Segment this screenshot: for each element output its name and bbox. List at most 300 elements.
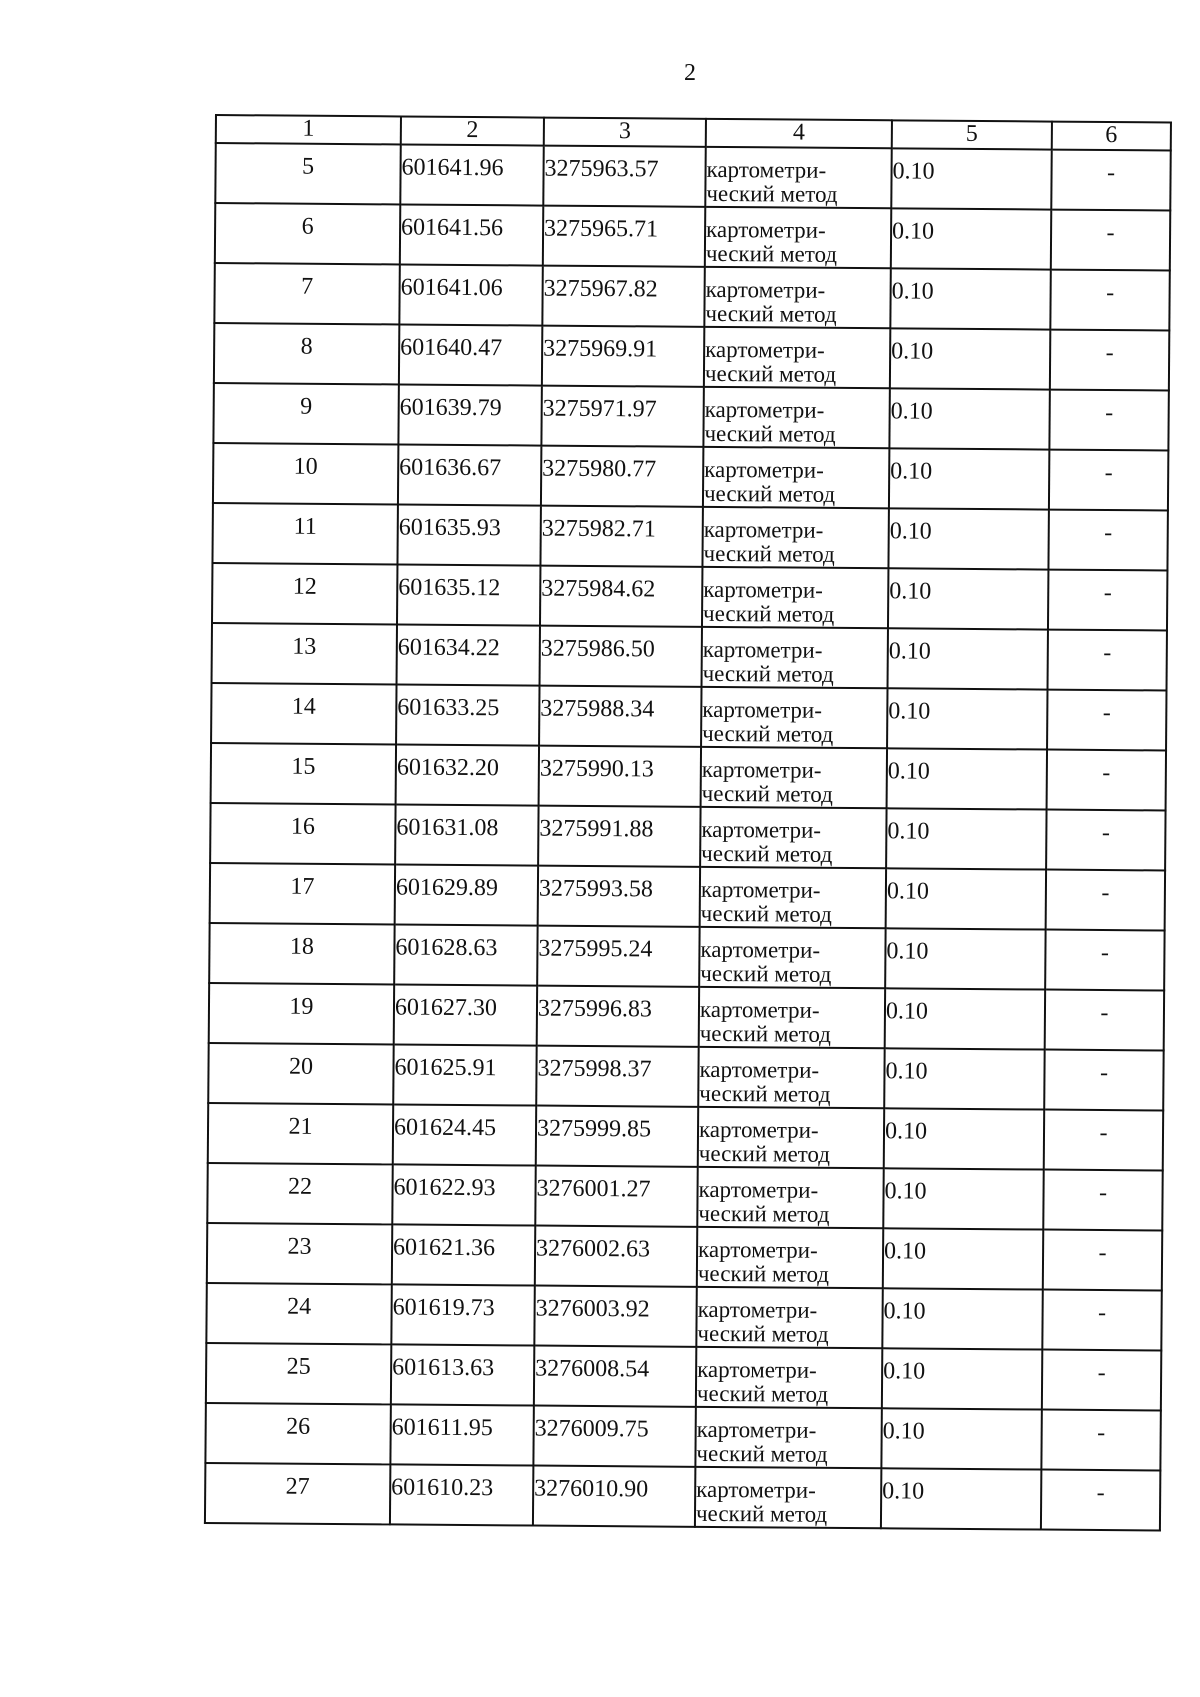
point-number-cell — [208, 1043, 393, 1104]
accuracy-cell-text: 0.10 — [889, 518, 932, 545]
note-cell — [1049, 450, 1168, 511]
note-cell — [1048, 510, 1167, 571]
x-coordinate-cell — [391, 1284, 534, 1345]
x-coordinate-cell — [398, 384, 541, 445]
y-coordinate-cell-text: 3275980.77 — [542, 455, 657, 483]
note-cell — [1043, 1170, 1162, 1231]
accuracy-cell-text: 0.10 — [887, 818, 930, 845]
y-coordinate-cell — [538, 866, 700, 927]
x-coordinate-cell-text: 601640.47 — [400, 334, 503, 362]
y-coordinate-cell-text: 3275967.82 — [543, 275, 658, 303]
point-number-cell-text: 17 — [290, 873, 315, 900]
x-coordinate-cell-text: 601636.67 — [399, 454, 502, 482]
y-coordinate-cell — [537, 986, 699, 1047]
note-cell-text: - — [1098, 1299, 1107, 1327]
accuracy-cell — [885, 988, 1045, 1049]
y-coordinate-cell — [540, 506, 702, 567]
y-coordinate-cell — [540, 566, 702, 627]
x-coordinate-cell-text: 601621.36 — [393, 1234, 496, 1262]
method-cell-text: картометри- ческий метод — [696, 1416, 828, 1467]
note-cell-text: - — [1097, 1359, 1106, 1387]
x-coordinate-cell — [394, 984, 537, 1045]
x-coordinate-cell-text: 601635.12 — [398, 574, 501, 602]
accuracy-cell — [886, 868, 1046, 929]
y-coordinate-cell-text: 3276009.75 — [534, 1415, 649, 1443]
y-coordinate-cell — [534, 1346, 696, 1407]
accuracy-cell-text: 0.10 — [886, 878, 930, 905]
method-cell — [700, 867, 886, 928]
note-cell-text: - — [1100, 939, 1110, 967]
accuracy-cell-text: 0.10 — [884, 1118, 928, 1145]
accuracy-cell-text: 0.10 — [883, 1298, 926, 1325]
table-row — [212, 563, 1167, 630]
note-cell-text: - — [1105, 400, 1114, 427]
method-cell — [700, 807, 886, 868]
method-cell-text: картометри- ческий метод — [698, 1116, 831, 1167]
note-cell — [1044, 1050, 1163, 1111]
point-number-cell — [210, 803, 395, 864]
note-cell-text: - — [1104, 459, 1113, 487]
x-coordinate-cell — [396, 744, 539, 805]
note-cell — [1043, 1230, 1162, 1291]
note-cell — [1051, 150, 1170, 211]
point-number-cell-text: 20 — [288, 1053, 314, 1080]
point-number-cell-text: 15 — [291, 753, 316, 780]
x-coordinate-cell-text: 601641.06 — [400, 274, 503, 302]
method-cell — [698, 1107, 884, 1168]
note-cell — [1044, 1110, 1163, 1171]
point-number-cell — [207, 1223, 392, 1284]
y-coordinate-cell — [539, 746, 701, 807]
table-row — [215, 203, 1170, 270]
x-coordinate-cell — [395, 804, 538, 865]
method-cell — [705, 207, 891, 268]
accuracy-cell — [888, 568, 1048, 629]
table-row — [211, 743, 1166, 810]
table-row — [214, 323, 1169, 390]
table-row — [213, 383, 1168, 450]
x-coordinate-cell-text: 601619.73 — [392, 1294, 495, 1322]
note-cell — [1042, 1290, 1161, 1351]
accuracy-cell-text: 0.10 — [891, 278, 934, 305]
note-cell — [1050, 270, 1169, 331]
y-coordinate-cell — [542, 266, 704, 327]
note-cell-text: - — [1098, 1179, 1108, 1207]
y-coordinate-cell-text: 3276008.54 — [535, 1355, 650, 1383]
x-coordinate-cell-text: 601641.56 — [401, 214, 504, 242]
column-header: 3 — [544, 118, 706, 147]
point-number-cell — [205, 1463, 390, 1524]
method-cell-text: картометри- ческий метод — [704, 336, 837, 387]
accuracy-cell-text: 0.10 — [883, 1358, 926, 1385]
x-coordinate-cell-text: 601631.08 — [396, 814, 499, 842]
y-coordinate-cell-text: 3275988.34 — [540, 695, 655, 723]
method-cell — [695, 1467, 881, 1528]
table-body — [205, 143, 1171, 1530]
accuracy-cell — [884, 1048, 1044, 1109]
point-number-cell — [211, 683, 396, 744]
note-cell-text: - — [1101, 819, 1110, 847]
note-cell — [1041, 1410, 1160, 1471]
point-number-cell-text: 14 — [291, 693, 316, 720]
y-coordinate-cell — [534, 1286, 696, 1347]
point-number-cell — [209, 983, 394, 1044]
note-cell-text: - — [1101, 879, 1110, 907]
method-cell — [703, 447, 889, 508]
method-cell-text: картометри- ческий метод — [698, 1176, 830, 1227]
note-cell — [1046, 810, 1165, 871]
accuracy-cell-text: 0.10 — [887, 758, 930, 785]
x-coordinate-cell-text: 601613.63 — [392, 1354, 495, 1382]
point-number-cell — [206, 1343, 391, 1404]
point-number-cell-text: 6 — [301, 213, 314, 240]
y-coordinate-cell — [537, 926, 699, 987]
method-cell — [696, 1347, 882, 1408]
page-number: 2 — [684, 60, 696, 86]
x-coordinate-cell-text: 601639.79 — [399, 394, 502, 422]
accuracy-cell-text: 0.10 — [885, 1058, 928, 1085]
point-number-cell-text: 21 — [288, 1113, 313, 1140]
x-coordinate-cell-text: 601628.63 — [395, 934, 498, 962]
y-coordinate-cell — [542, 326, 704, 387]
note-cell-text: - — [1099, 1119, 1108, 1147]
x-coordinate-cell — [397, 564, 540, 625]
accuracy-cell — [881, 1408, 1041, 1469]
method-cell-text: картометри- ческий метод — [701, 816, 833, 867]
method-cell-text: картометри- ческий метод — [700, 936, 832, 987]
method-cell — [695, 1407, 881, 1468]
method-cell — [701, 687, 887, 748]
method-cell-text: картометри- ческий метод — [697, 1236, 830, 1287]
note-cell-text: - — [1104, 519, 1113, 547]
accuracy-cell-text: 0.10 — [888, 638, 931, 665]
y-coordinate-cell — [543, 206, 705, 267]
accuracy-cell — [887, 688, 1047, 749]
accuracy-cell-text: 0.10 — [885, 998, 929, 1025]
column-header: 4 — [706, 119, 892, 148]
x-coordinate-cell — [395, 864, 538, 925]
accuracy-cell — [889, 388, 1049, 449]
method-cell — [699, 987, 885, 1048]
method-cell — [702, 627, 888, 688]
y-coordinate-cell — [535, 1166, 697, 1227]
point-number-cell — [205, 1403, 390, 1464]
accuracy-cell-text: 0.10 — [882, 1418, 925, 1445]
point-number-cell — [212, 563, 397, 624]
point-number-cell-text: 26 — [286, 1413, 311, 1440]
note-cell-text: - — [1096, 1479, 1105, 1507]
x-coordinate-cell — [400, 204, 543, 265]
y-coordinate-cell-text: 3275971.97 — [542, 395, 657, 423]
point-number-cell — [213, 383, 398, 444]
point-number-cell-text: 18 — [289, 933, 315, 960]
point-number-cell-text: 7 — [301, 273, 314, 300]
method-cell — [703, 387, 889, 448]
accuracy-cell — [890, 268, 1050, 329]
note-cell — [1049, 390, 1168, 451]
point-number-cell — [211, 743, 396, 804]
y-coordinate-cell-text: 3276010.90 — [534, 1475, 649, 1503]
accuracy-cell — [891, 208, 1051, 269]
point-number-cell — [214, 323, 399, 384]
method-cell-text: картометри- ческий метод — [699, 996, 832, 1047]
method-cell-text: картометри- ческий метод — [705, 276, 837, 327]
y-coordinate-cell-text: 3275986.50 — [540, 635, 655, 663]
point-number-cell — [213, 443, 398, 504]
table-row — [205, 1403, 1160, 1470]
method-cell-text: картометри- ческий метод — [695, 1476, 828, 1527]
x-coordinate-cell — [399, 324, 542, 385]
x-coordinate-cell — [396, 684, 539, 745]
note-cell — [1045, 930, 1164, 991]
y-coordinate-cell — [543, 146, 705, 207]
note-cell-text: - — [1100, 999, 1109, 1027]
y-coordinate-cell-text: 3275993.58 — [538, 875, 654, 903]
y-coordinate-cell-text: 3275990.13 — [539, 755, 654, 783]
x-coordinate-cell-text: 601627.30 — [394, 994, 498, 1022]
point-number-cell — [215, 143, 400, 204]
table-row — [205, 1463, 1160, 1530]
point-number-cell — [215, 203, 400, 264]
x-coordinate-cell-text: 601632.20 — [396, 754, 499, 782]
note-cell-text: - — [1106, 280, 1115, 307]
method-cell-text: картометри- ческий метод — [703, 516, 835, 567]
note-cell — [1047, 750, 1166, 811]
table-row — [207, 1223, 1162, 1290]
accuracy-cell — [882, 1288, 1042, 1349]
table-row — [213, 443, 1168, 510]
x-coordinate-cell — [400, 144, 543, 205]
method-cell-text: картометри- ческий метод — [700, 876, 832, 927]
x-coordinate-cell-text: 601634.22 — [397, 634, 500, 662]
point-number-cell-text: 25 — [286, 1353, 311, 1380]
table-row — [210, 863, 1165, 930]
y-coordinate-cell-text: 3276003.92 — [535, 1295, 650, 1323]
point-number-cell-text: 19 — [289, 993, 314, 1020]
point-number-cell — [212, 623, 397, 684]
coordinates-table — [204, 114, 1172, 1531]
method-cell — [698, 1047, 884, 1108]
x-coordinate-cell — [394, 924, 537, 985]
table-row — [215, 143, 1170, 210]
table-row — [212, 503, 1167, 570]
x-coordinate-cell-text: 601624.45 — [393, 1114, 497, 1142]
accuracy-cell — [882, 1348, 1042, 1409]
accuracy-cell-text: 0.10 — [890, 458, 933, 485]
y-coordinate-cell-text: 3276002.63 — [535, 1235, 651, 1263]
note-cell — [1048, 570, 1167, 631]
accuracy-cell-text: 0.10 — [892, 158, 935, 185]
method-cell — [705, 147, 891, 208]
point-number-cell-text: 22 — [287, 1173, 313, 1200]
column-header: 5 — [892, 120, 1052, 149]
method-cell-text: картометри- ческий метод — [705, 216, 838, 267]
x-coordinate-cell-text: 601622.93 — [393, 1174, 496, 1202]
method-cell-text: картометри- ческий метод — [701, 756, 833, 807]
x-coordinate-cell-text: 601611.95 — [391, 1414, 493, 1442]
point-number-cell — [214, 263, 399, 324]
y-coordinate-cell — [536, 1106, 698, 1167]
note-cell — [1047, 690, 1166, 751]
point-number-cell-text: 11 — [293, 513, 317, 540]
column-header: 1 — [216, 115, 401, 144]
y-coordinate-cell — [533, 1406, 695, 1467]
note-cell-text: - — [1102, 699, 1111, 727]
method-cell — [697, 1227, 883, 1288]
y-coordinate-cell-text: 3275965.71 — [544, 215, 659, 243]
note-cell-text: - — [1105, 340, 1114, 367]
y-coordinate-cell — [539, 686, 701, 747]
note-cell — [1048, 630, 1167, 691]
x-coordinate-cell — [391, 1344, 534, 1405]
note-cell — [1051, 210, 1170, 271]
x-coordinate-cell-text: 601633.25 — [397, 694, 500, 722]
accuracy-cell-text: 0.10 — [889, 578, 932, 605]
method-cell — [704, 267, 890, 328]
accuracy-cell — [888, 508, 1048, 569]
accuracy-cell — [884, 1108, 1044, 1169]
accuracy-cell — [889, 448, 1049, 509]
point-number-cell-text: 5 — [301, 153, 315, 180]
point-number-cell — [207, 1163, 392, 1224]
table-row — [207, 1163, 1162, 1230]
accuracy-cell — [886, 808, 1046, 869]
method-cell — [702, 507, 888, 568]
method-cell-text: картометри- ческий метод — [702, 696, 834, 747]
method-cell-text: картометри- ческий метод — [702, 576, 835, 627]
accuracy-cell — [888, 628, 1048, 689]
accuracy-cell — [891, 148, 1051, 209]
column-header: 6 — [1052, 122, 1171, 151]
y-coordinate-cell-text: 3275998.37 — [537, 1055, 652, 1083]
y-coordinate-cell-text: 3276001.27 — [536, 1175, 651, 1203]
accuracy-cell-text: 0.10 — [888, 698, 931, 725]
x-coordinate-cell — [392, 1224, 535, 1285]
table-row — [210, 803, 1165, 870]
accuracy-cell-text: 0.10 — [891, 338, 934, 365]
method-cell — [702, 567, 888, 628]
y-coordinate-cell-text: 3275991.88 — [539, 815, 654, 843]
point-number-cell-text: 27 — [285, 1473, 310, 1500]
accuracy-cell — [887, 748, 1047, 809]
point-number-cell-text: 10 — [293, 453, 318, 480]
x-coordinate-cell — [390, 1464, 533, 1525]
y-coordinate-cell-text: 3275969.91 — [543, 335, 658, 363]
accuracy-cell-text: 0.10 — [882, 1478, 925, 1505]
accuracy-cell — [885, 928, 1045, 989]
x-coordinate-cell — [392, 1164, 535, 1225]
note-cell-text: - — [1098, 1239, 1107, 1267]
point-number-cell — [212, 503, 397, 564]
x-coordinate-cell — [390, 1404, 533, 1465]
y-coordinate-cell — [535, 1226, 697, 1287]
note-cell-text: - — [1097, 1419, 1106, 1447]
point-number-cell — [208, 1103, 393, 1164]
method-cell-text: картометри- ческий метод — [699, 1056, 831, 1107]
method-cell-text: картометри- ческий метод — [706, 156, 838, 207]
x-coordinate-cell — [393, 1104, 536, 1165]
method-cell — [704, 327, 890, 388]
y-coordinate-cell — [533, 1466, 695, 1527]
x-coordinate-cell — [398, 444, 541, 505]
point-number-cell-text: 23 — [287, 1233, 312, 1260]
table-row — [206, 1283, 1161, 1350]
point-number-cell-text: 13 — [292, 633, 317, 660]
y-coordinate-cell-text: 3275996.83 — [537, 995, 653, 1023]
note-cell — [1050, 330, 1169, 391]
accuracy-cell — [881, 1468, 1041, 1529]
note-cell-text: - — [1099, 1059, 1109, 1087]
note-cell-text: - — [1106, 160, 1116, 187]
table-row — [209, 923, 1164, 990]
accuracy-cell — [883, 1228, 1043, 1289]
note-cell — [1045, 990, 1164, 1051]
note-cell — [1046, 870, 1165, 931]
note-cell — [1042, 1350, 1161, 1411]
accuracy-cell-text: 0.10 — [890, 398, 933, 425]
x-coordinate-cell-text: 601610.23 — [391, 1474, 494, 1502]
x-coordinate-cell-text: 601635.93 — [398, 514, 501, 542]
y-coordinate-cell — [536, 1046, 698, 1107]
column-header: 2 — [401, 116, 544, 145]
method-cell-text: картометри- ческий метод — [702, 636, 834, 687]
method-cell — [696, 1287, 882, 1348]
table-row — [209, 983, 1164, 1050]
x-coordinate-cell-text: 601641.96 — [401, 154, 504, 182]
table-row — [208, 1043, 1163, 1110]
point-number-cell — [206, 1283, 391, 1344]
point-number-cell-text: 16 — [290, 813, 316, 840]
y-coordinate-cell-text: 3275995.24 — [538, 935, 653, 963]
x-coordinate-cell — [397, 504, 540, 565]
y-coordinate-cell-text: 3275982.71 — [541, 515, 656, 543]
point-number-cell-text: 24 — [287, 1293, 312, 1320]
point-number-cell-text: 9 — [300, 393, 313, 420]
x-coordinate-cell — [393, 1044, 536, 1105]
method-cell-text: картометри- ческий метод — [697, 1296, 829, 1347]
x-coordinate-cell-text: 601629.89 — [395, 874, 499, 902]
point-number-cell-text: 8 — [300, 333, 313, 360]
method-cell — [697, 1167, 883, 1228]
y-coordinate-cell — [541, 386, 703, 447]
table-row — [212, 623, 1167, 690]
y-coordinate-cell — [538, 806, 700, 867]
table-row — [214, 263, 1169, 330]
table-row — [206, 1343, 1161, 1410]
note-cell-text: - — [1103, 579, 1112, 607]
table-row — [211, 683, 1166, 750]
method-cell-text: картометри- ческий метод — [703, 456, 836, 507]
method-cell-text: картометри- ческий метод — [704, 396, 836, 447]
method-cell — [701, 747, 887, 808]
method-cell — [699, 927, 885, 988]
accuracy-cell-text: 0.10 — [886, 938, 929, 965]
y-coordinate-cell-text: 3275963.57 — [544, 155, 659, 183]
point-number-cell-text: 12 — [292, 573, 317, 600]
point-number-cell — [210, 863, 395, 924]
accuracy-cell-text: 0.10 — [884, 1178, 927, 1205]
y-coordinate-cell-text: 3275999.85 — [536, 1115, 652, 1143]
x-coordinate-cell — [397, 624, 540, 685]
accuracy-cell-text: 0.10 — [891, 218, 935, 245]
table-row — [208, 1103, 1163, 1170]
x-coordinate-cell — [399, 264, 542, 325]
y-coordinate-cell — [541, 446, 703, 507]
x-coordinate-cell-text: 601625.91 — [394, 1054, 497, 1082]
note-cell-text: - — [1106, 220, 1115, 247]
accuracy-cell-text: 0.10 — [883, 1238, 927, 1265]
note-cell-text: - — [1102, 759, 1111, 787]
